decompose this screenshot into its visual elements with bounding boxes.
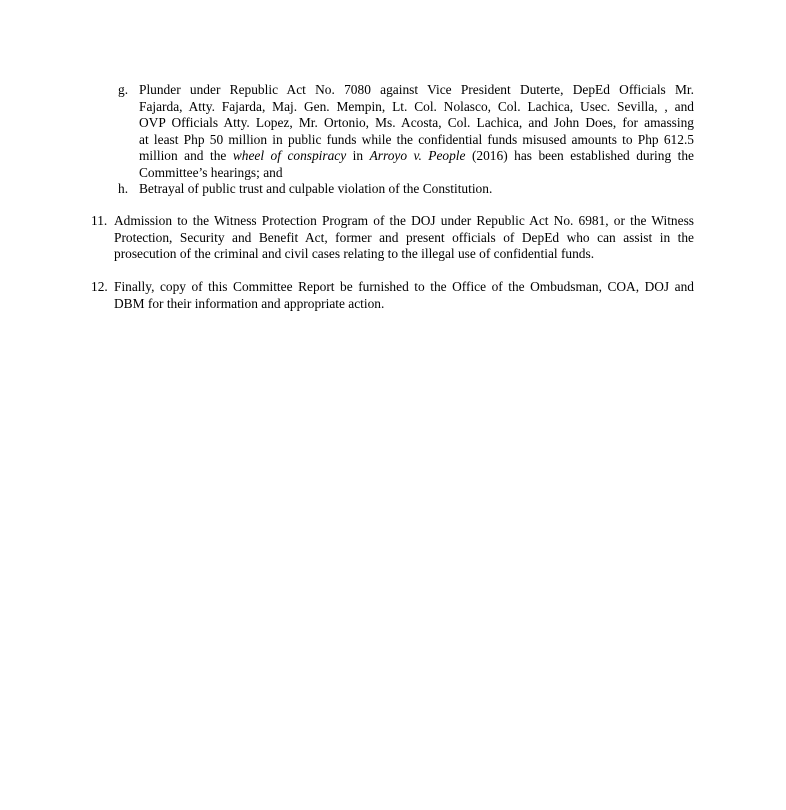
text-line: Protection, Security and Benefit Act, former and present officials of DepEd who can assist in the: [114, 229, 694, 245]
italic-phrase: wheel of conspiracy: [232, 148, 347, 164]
list-marker: h.: [118, 181, 129, 196]
text-line: Betrayal of public trust and culpable violation of the Constitution.: [139, 181, 493, 196]
list-marker: 11.: [91, 213, 108, 228]
list-marker: g.: [118, 82, 129, 97]
list-item-text: [139, 82, 694, 182]
text-run: million and the: [139, 148, 233, 164]
text-line: at least Php 50 million in public funds while the confidential funds misused amounts to Php 612.5: [139, 131, 694, 147]
case-citation: Arroyo v. People: [369, 148, 466, 164]
list-marker: 12.: [91, 279, 108, 294]
list-item-text: [114, 213, 694, 263]
text-line: Fajarda, Atty. Fajarda, Maj. Gen. Mempin, Lt. Col. Nolasco, Col. Lachica, Usec. Sevilla, , and: [139, 98, 694, 114]
text-line: Finally, copy of this Committee Report be furnished to the Office of the Ombudsman, COA, DOJ and: [114, 279, 694, 294]
list-item-text: [139, 181, 694, 198]
text-run: (2016) has been established during the: [465, 148, 694, 164]
text-line: [139, 148, 694, 165]
text-line: OVP Officials Atty. Lopez, Mr. Ortonio, Ms. Acosta, Col. Lachica, and John Does, for amassing: [139, 115, 694, 131]
text-line: Admission to the Witness Protection Program of the DOJ under Republic Act No. 6981, or the Witness: [114, 213, 694, 228]
list-item-text: [114, 279, 694, 312]
text-line: Committee’s hearings; and: [139, 164, 283, 180]
text-run: in: [346, 148, 370, 164]
text-line: prosecution of the criminal and civil cases relating to the illegal use of confidential funds.: [114, 246, 595, 262]
text-line: Plunder under Republic Act No. 7080 against Vice President Duterte, DepEd Officials Mr.: [139, 82, 694, 97]
text-line: DBM for their information and appropriate action.: [114, 295, 385, 311]
